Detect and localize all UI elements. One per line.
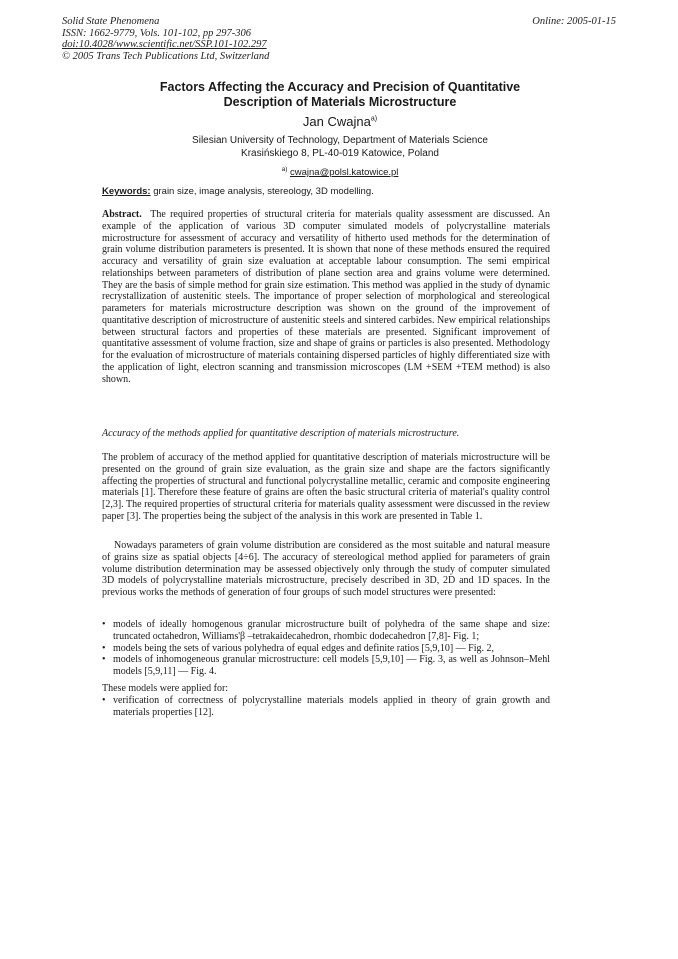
journal-name: Solid State Phenomena xyxy=(62,16,160,27)
paragraph-2-text: Nowadays parameters of grain volume distribution are considered as the most suitable and natural measure of grains size as spatial objects [4÷6]. The accuracy of stereological method applied for parameters of grain volume distribution determination may be assessed objectively only through the study of computer simulated 3D models of polycrystalline materials microstructure, precisely described in 3D, 2D and 1D spaces. In the previous works the methods of generation of four groups of such model structures were presented: xyxy=(102,540,550,598)
abstract-label: Abstract. xyxy=(102,209,142,220)
bullet-icon: • xyxy=(102,695,106,706)
affiliation xyxy=(80,135,600,160)
journal-citation-block xyxy=(62,16,269,62)
model-list xyxy=(102,619,550,678)
applied-intro: These models were applied for: xyxy=(102,683,229,694)
bullet-icon: • xyxy=(102,654,106,666)
email-link[interactable]: cwajna@polsl.katowice.pl xyxy=(290,167,399,179)
title-line-1: Factors Affecting the Accuracy and Precision of Quantitative xyxy=(159,80,521,94)
email-line xyxy=(80,166,600,178)
paper-title xyxy=(80,80,600,110)
title-line-2: Description of Materials Microstructure xyxy=(223,95,457,109)
list-item xyxy=(102,654,550,678)
section-heading: Accuracy of the methods applied for quantitative description of materials microstructure. xyxy=(102,428,460,439)
abstract-text: The required properties of structural criteria for materials quality assessment are discussed. An example of the application of various 3D computer simulated models of polycrystalline materials microstructure for assessment of accuracy and versatility of hitherto used methods for the determination of grain volume distribution parameters is presented. It is shown that none of these methods ensured the required accuracy and versatility of grain size evaluation at acceptable labour consumption. The semi empirical relationships between parameters of distribution of plane section area and grains volume were determined. They are the basis of simple method for grain size estimation. This method was applied in the study of dynamic recrystallization of austenitic steels. The importance of proper selection of morphological and stereological parameters for materials microstructure description was shown on the ground of the improvement of quantitative description of microstructure of austenitic steels and sintered carbides. New empirical relationships between structural factors and properties of these materials are presented. Significant improvement of quantitative assessment of volume fraction, size and shape of grains or particles is also presented. Methodology for the evaluation of microstructure of materials containing dispersed particles of highly differentiated size with the application of light, electron scanning and transmission microscopes (LM +SEM +TEM method) is also shown. xyxy=(102,209,551,385)
issn-line: ISSN: 1662-9779, Vols. 101-102, pp 297-306 xyxy=(62,27,251,39)
application-list xyxy=(102,695,550,719)
author-mark: a) xyxy=(370,115,378,123)
bullet-icon: • xyxy=(102,619,106,630)
list-item-text: models being the sets of various polyhedra of equal edges and definite ratios [5,9,10] — Fig. 2, xyxy=(113,642,495,654)
list-item xyxy=(102,695,550,719)
author-name: Jan Cwajna xyxy=(302,114,371,129)
author-line xyxy=(80,114,600,129)
paragraph-1-text: The problem of accuracy of the method applied for quantitative description of materials microstructure will be presented on the ground of grain size evaluation, as the grain size and shape are the factors significantly affecting the properties of structural and functional polycrystalline metallic, ceramic and composite engineering materials [1]. Therefore these feature of grains are often the basic structural criteria of material's quality control [2,3]. The required properties of structural criteria for materials quality assessment were discussed in the review paper [3]. The properties being the subject of the analysis in this work are presented in Table 1. xyxy=(102,452,550,522)
abstract xyxy=(102,209,550,385)
email-mark: a) xyxy=(281,166,288,173)
list-item-text: models of inhomogeneous granular microstructure: cell models [5,9,10] — Fig. 3, as well as Johnson–Mehl models [5,9,11] — Fig. 4. xyxy=(113,654,550,677)
keywords xyxy=(102,186,374,197)
list-item-text: verification of correctness of polycrystalline materials models applied in theory of grain growth and materials properties [12]. xyxy=(113,695,550,718)
list-item xyxy=(102,619,550,643)
copyright-line: © 2005 Trans Tech Publications Ltd, Switzerland xyxy=(62,50,270,62)
list-item-text: models of ideally homogenous granular microstructure built of polyhedra of the same shape and size: truncated octahedron, Williams'β –tetrakaidecahedron, rhombic dodecahedron [7,8]- Fig. 1; xyxy=(113,619,550,642)
bullet-icon: • xyxy=(102,642,106,654)
list-item xyxy=(102,643,550,655)
keywords-label: Keywords: xyxy=(102,186,151,197)
online-date: Online: 2005-01-15 xyxy=(532,16,616,27)
keywords-text: grain size, image analysis, stereology, 3D modelling. xyxy=(153,186,374,197)
doi-link[interactable]: doi:10.4028/www.scientific.net/SSP.101-102.297 xyxy=(62,39,267,50)
paragraph-1 xyxy=(102,452,550,523)
affiliation-line-2: Krasińskiego 8, PL-40-019 Katowice, Poland xyxy=(241,147,439,159)
paragraph-2 xyxy=(102,540,550,599)
affiliation-line-1: Silesian University of Technology, Department of Materials Science xyxy=(192,135,488,146)
